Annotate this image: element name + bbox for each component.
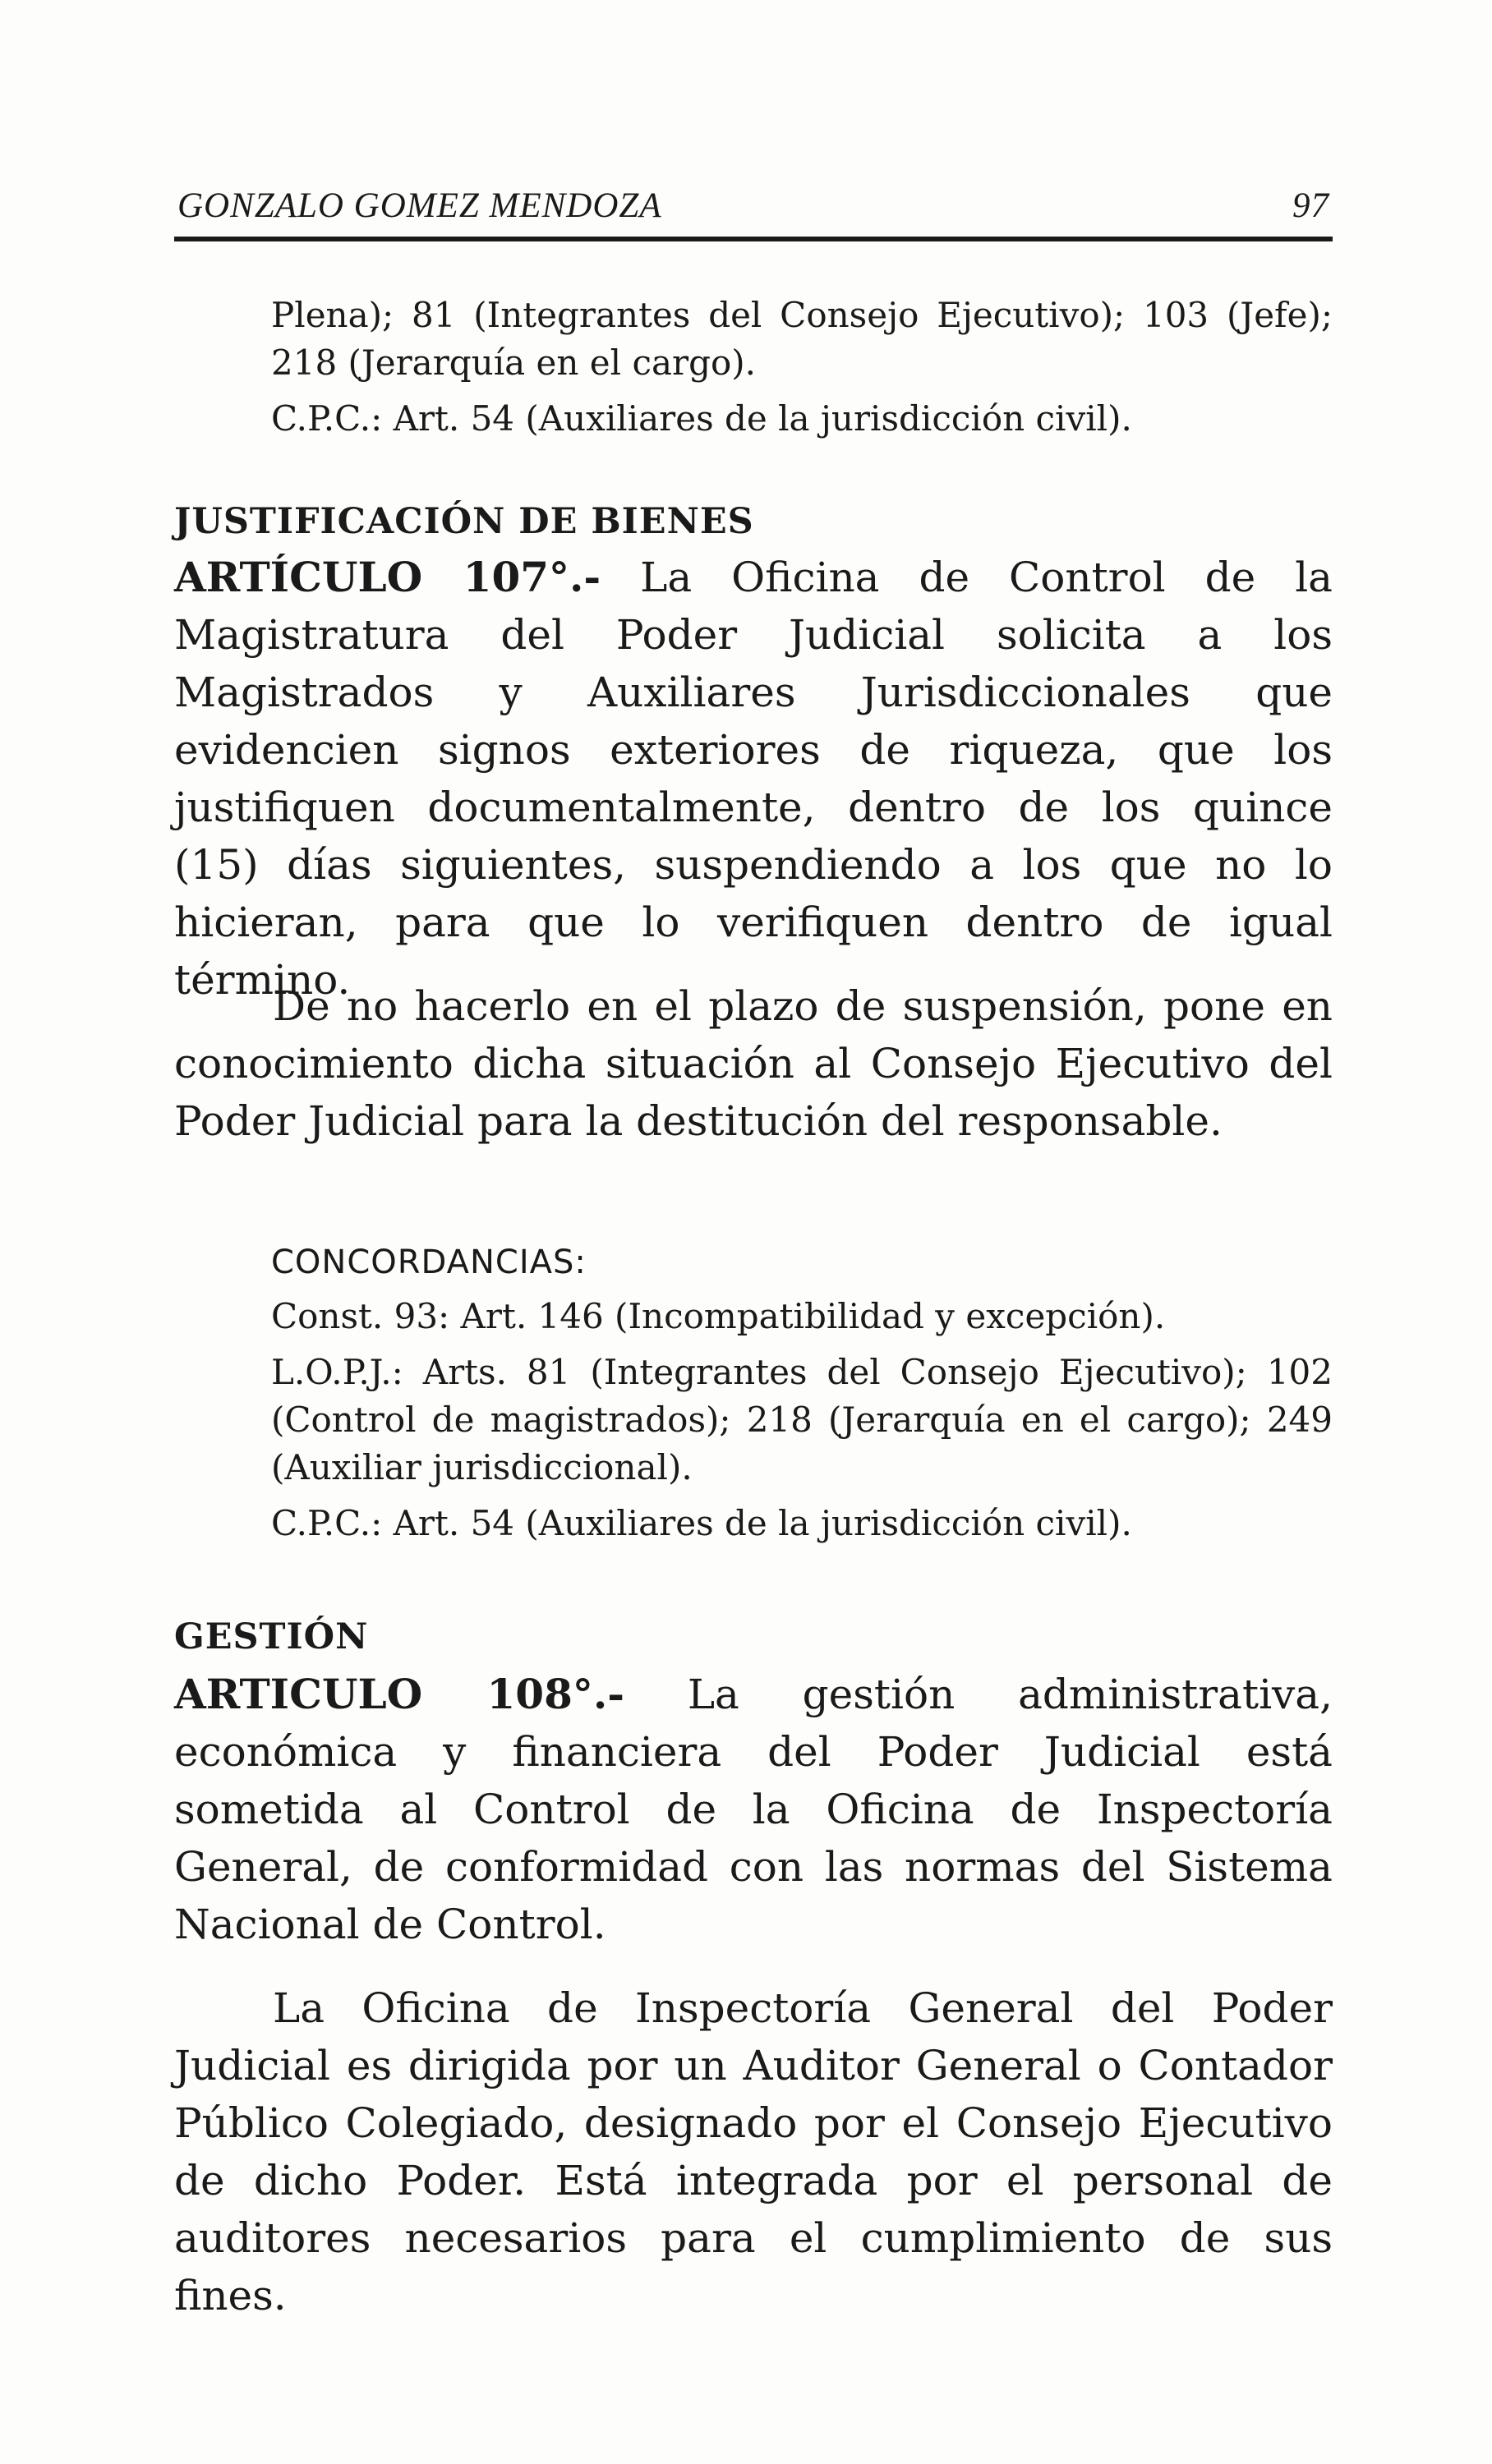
concordancias-107 xyxy=(271,1239,1333,1547)
article-107-paragraph-2: De no hacerlo en el plazo de suspensión, pone en conocimiento dicha situación al Consejo Ejecutivo del Poder Judicial para la destitución del responsable. xyxy=(174,982,1333,1145)
article-107-text: La Oficina de Control de la Magistratura del Poder Judicial solicita a los Magistrados y Auxiliares Jurisdiccionales que evidencien signos exteriores de riqueza, que los justifiquen documentalmente, dentro de los quince (15) días siguientes, suspendiendo a los que no lo hicieran, para que lo verifiquen dentro de igual término. xyxy=(174,554,1333,1004)
ref-const: Const. 93: Art. 146 (Incompatibilidad y excepción). xyxy=(271,1296,1166,1336)
concordancias-label: CONCORDANCIAS: xyxy=(271,1243,587,1281)
cpc-ref-top: C.P.C.: Art. 54 (Auxiliares de la jurisdicción civil). xyxy=(271,398,1132,439)
running-header xyxy=(174,179,1333,241)
article-107-label: ARTÍCULO 107°.- xyxy=(174,553,601,601)
ref-cpc: C.P.C.: Art. 54 (Auxiliares de la jurisdicción civil). xyxy=(271,1503,1132,1543)
section-heading-108: GESTIÓN xyxy=(174,1616,369,1657)
article-108-text: La gestión administrativa, económica y financiera del Poder Judicial está sometida al Control de la Oficina de Inspectoría General, de conformidad con las normas del Sistema Nacional de Control. xyxy=(174,1671,1333,1948)
header-author: GONZALO GOMEZ MENDOZA xyxy=(177,186,662,225)
article-108-label: ARTICULO 108°.- xyxy=(174,1670,625,1718)
article-108-paragraph-2: La Oficina de Inspectoría General del Poder Judicial es dirigida por un Auditor General o Contador Público Colegiado, designado por el Consejo Ejecutivo de dicho Poder. Está integrada por el personal de auditores necesarios para el cumplimiento de sus fines. xyxy=(174,1984,1333,2319)
page-number: 97 xyxy=(1292,186,1329,225)
section-heading-107: JUSTIFICACIÓN DE BIENES xyxy=(174,501,754,542)
top-references xyxy=(271,292,1333,443)
lopj-continued-ref: Plena); 81 (Integrantes del Consejo Ejecutivo); 103 (Jefe); 218 (Jerarquía en el cargo). xyxy=(271,295,1333,383)
article-107 xyxy=(174,549,1333,1009)
ref-lopj: L.O.P.J.: Arts. 81 (Integrantes del Consejo Ejecutivo); 102 (Control de magistrados); 218 (Jerarquía en el cargo); 249 (Auxiliar jurisdiccional). xyxy=(271,1352,1333,1487)
article-108 xyxy=(174,1666,1333,1953)
